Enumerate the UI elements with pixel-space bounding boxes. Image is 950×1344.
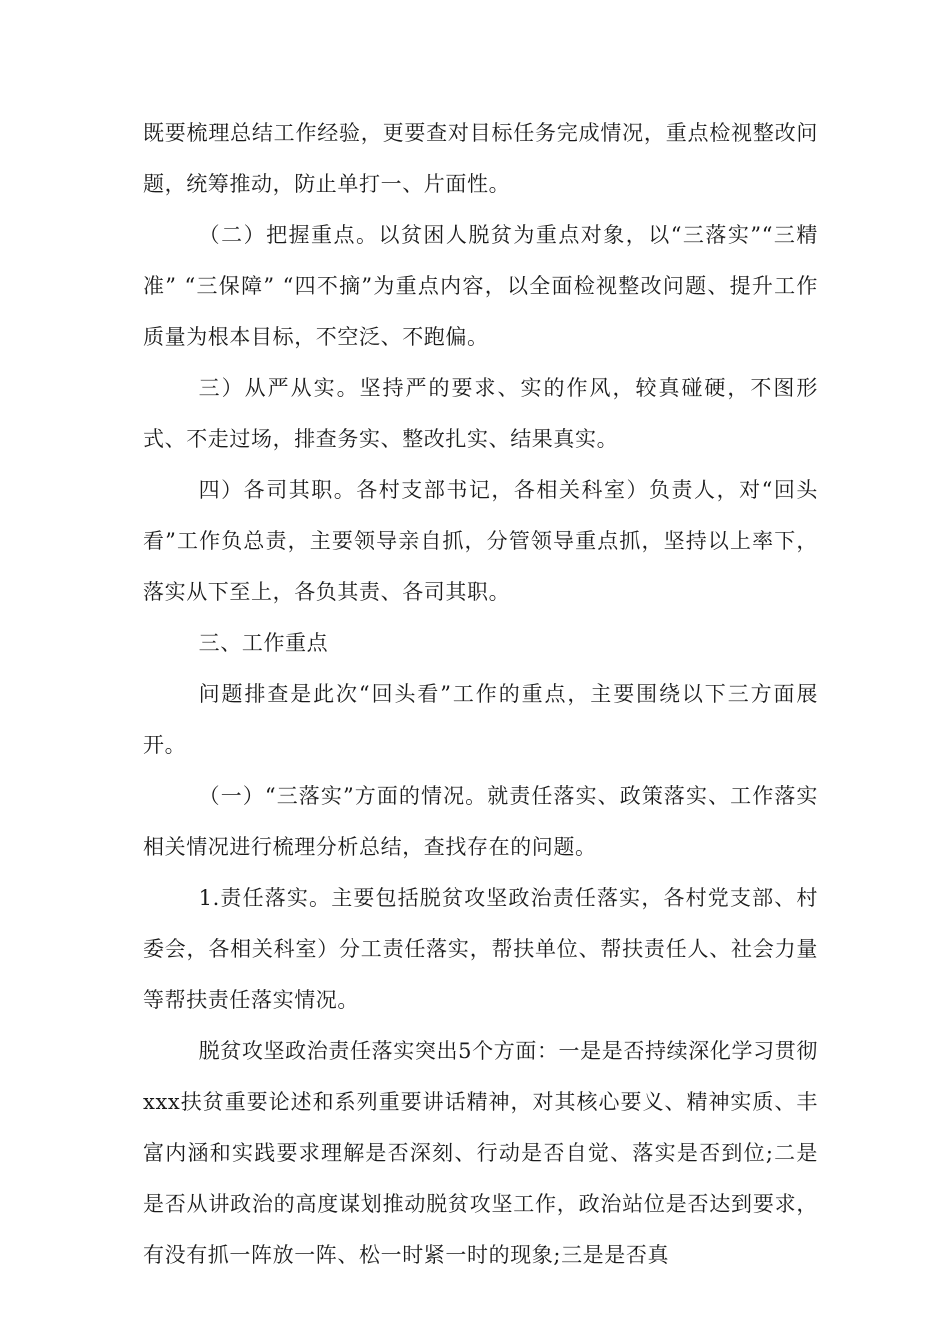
paragraph-5: 问题排查是此次“回头看”工作的重点，主要围绕以下三方面展开。 (143, 682, 818, 757)
paragraph-2: （二）把握重点。以贫困人脱贫为重点对象，以“三落实”“三精准” “三保障” “四不摘”为重点内容，以全面检视整改问题、提升工作质量为根本目标，不空泛、不跑偏。 (143, 223, 818, 349)
paragraph-4: 四）各司其职。各村支部书记，各相关科室）负责人，对“回头看”工作负总责，主要领导亲自抓，分管领导重点抓，坚持以上率下，落实从下至上，各负其责、各司其职。 (143, 478, 818, 604)
document-page (143, 108, 818, 1281)
paragraph-8: 脱贫攻坚政治责任落实突出5个方面：一是是否持续深化学习贯彻xxx扶贫重要论述和系列重要讲话精神，对其核心要义、精神实质、丰富内涵和实践要求理解是否深刻、行动是否自觉、落实是否到位;二是是否从讲政治的高度谋划推动脱贫攻坚工作，政治站位是否达到要求，有没有抓一阵放一阵、松一时紧一时的现象;三是是否真 (143, 1039, 818, 1267)
paragraph-3: 三）从严从实。坚持严的要求、实的作风，较真碰硬，不图形式、不走过场，排查务实、整改扎实、结果真实。 (143, 376, 818, 451)
paragraph-6: （一）“三落实”方面的情况。就责任落实、政策落实、工作落实相关情况进行梳理分析总结，查找存在的问题。 (143, 784, 818, 859)
paragraph-1: 既要梳理总结工作经验，更要查对目标任务完成情况，重点检视整改问题，统筹推动，防止单打一、片面性。 (143, 121, 818, 196)
section-heading: 三、工作重点 (198, 631, 329, 655)
paragraph-7: 1.责任落实。主要包括脱贫攻坚政治责任落实，各村党支部、村委会，各相关科室）分工责任落实，帮扶单位、帮扶责任人、社会力量等帮扶责任落实情况。 (143, 886, 818, 1012)
